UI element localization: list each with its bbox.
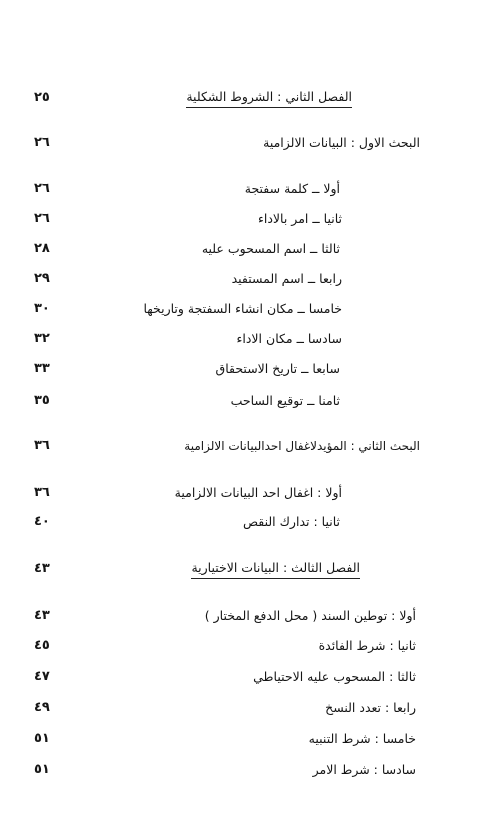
entry-title: خامسا ــ مكان انشاء السفتجة وتاريخها <box>143 301 342 316</box>
entry-title: ثانيا : تدارك النقص <box>242 514 340 529</box>
entry-title: ثالثا : المسحوب عليه الاحتياطي <box>253 669 416 684</box>
page-number: ٤٩ <box>34 700 50 715</box>
page-number: ٣٠ <box>34 301 50 316</box>
toc-entry <box>0 177 500 201</box>
entry-title: أولا : توطين السند ( محل الدفع المختار ) <box>204 608 416 623</box>
section-title: البحث الثاني : المؤيدلاغفال احدالبيانات الالزامية <box>184 439 420 453</box>
page-number: ٣٢ <box>34 331 50 346</box>
toc-chapter-heading <box>0 557 500 581</box>
toc-entry <box>0 357 500 381</box>
toc-entry <box>0 634 500 658</box>
chapter-title: الفصل الثاني : الشروط الشكلية <box>186 86 352 108</box>
page-number: ٢٦ <box>34 181 50 196</box>
page-number: ٤٣ <box>34 561 50 576</box>
page-number: ٤٥ <box>34 638 50 653</box>
page-number: ٣٦ <box>34 438 50 453</box>
entry-title: ثانيا : شرط الفائدة <box>318 638 416 653</box>
page-number: ٥١ <box>34 731 50 746</box>
page-number: ٣٦ <box>34 485 50 500</box>
toc-entry <box>0 604 500 628</box>
toc-entry <box>0 665 500 689</box>
toc-entry <box>0 327 500 351</box>
page-number: ٢٥ <box>34 90 50 105</box>
toc-entry <box>0 696 500 720</box>
page-number: ٢٩ <box>34 271 50 286</box>
entry-title: خامسا : شرط التنبيه <box>308 731 416 746</box>
entry-title: سادسا : شرط الامر <box>312 762 416 777</box>
page-number: ٢٨ <box>34 241 50 256</box>
page-number: ٢٦ <box>34 211 50 226</box>
toc-entry <box>0 727 500 751</box>
toc-section-heading <box>0 131 500 155</box>
page-number: ٤٧ <box>34 669 50 684</box>
chapter-title: الفصل الثالث : البيانات الاختيارية <box>191 557 360 579</box>
entry-title: رابعا : تعدد النسخ <box>325 700 416 715</box>
page-number: ٢٦ <box>34 135 50 150</box>
entry-title: ثامنا ــ توقيع الساحب <box>230 393 340 408</box>
toc-entry <box>0 510 500 534</box>
page-number: ٣٣ <box>34 361 50 376</box>
toc-entry <box>0 267 500 291</box>
entry-title: سابعا ــ تاريخ الاستحقاق <box>215 361 340 376</box>
toc-chapter-heading <box>0 86 500 110</box>
page-number: ٤٠ <box>34 514 50 529</box>
page-number: ٣٥ <box>34 393 50 408</box>
toc-entry <box>0 207 500 231</box>
section-title: البحث الاول : البيانات الالزامية <box>263 135 420 150</box>
toc-entry <box>0 389 500 413</box>
page-number: ٥١ <box>34 762 50 777</box>
toc-section-heading <box>0 434 500 458</box>
entry-title: ثانيا ــ امر بالاداء <box>258 211 342 226</box>
entry-title: ثالثا ــ اسم المسحوب عليه <box>201 241 340 256</box>
entry-title: سادسا ــ مكان الاداء <box>236 331 342 346</box>
toc-entry <box>0 237 500 261</box>
entry-title: رابعا ــ اسم المستفيد <box>231 271 342 286</box>
entry-title: أولا ــ كلمة سفتجة <box>244 181 340 196</box>
toc-entry <box>0 758 500 782</box>
toc-entry <box>0 297 500 321</box>
entry-title: أولا : اغفال احد البيانات الالزامية <box>174 485 342 500</box>
page-number: ٤٣ <box>34 608 50 623</box>
toc-entry <box>0 481 500 505</box>
